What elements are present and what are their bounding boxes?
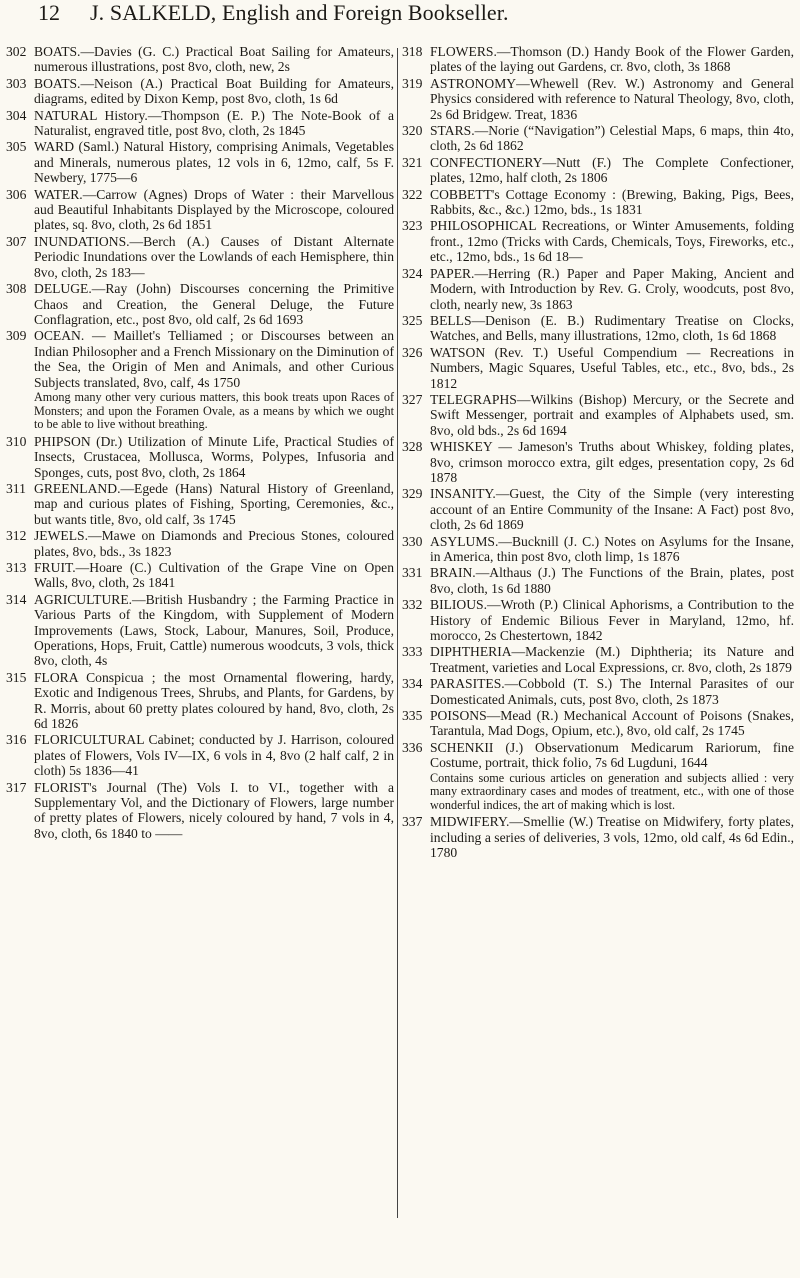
catalog-entry [6,780,394,842]
entry-text: COBBETT's Cottage Economy : (Brewing, Baking, Pigs, Bees, Rabbits, &c., &c.) 12mo, bds., 1s 1831 [430,186,794,218]
entry-number: 315 [6,669,27,685]
entry-text: WARD (Saml.) Natural History, comprising Animals, Vegetables and Minerals, numerous plates, 12 vols in 6, 12mo, calf, 5s F. Newbery, 1775—6 [34,139,394,186]
catalog-entry [6,139,394,185]
entry-text: BOATS.—Neison (A.) Practical Boat Building for Amateurs, diagrams, edited by Dixon Kemp, post 8vo, cloth, 1s 6d [34,75,394,107]
catalog-entry [6,434,394,480]
catalog-entry [402,565,794,596]
entry-text: AGRICULTURE.—British Husbandry ; the Farming Practice in Various Parts of the Kingdom, with Supplement of Modern Improvements (Laws, Stock, Labour, Manures, Soil, Produce, Operations, Hops, Fruit, Cattle) numerous woodcuts, 3 vols, thick 8vo, cloth, 4s [34,591,394,669]
catalog-entry [6,592,394,669]
catalog-entry [6,187,394,233]
catalog-entry [402,740,794,771]
entry-text: MIDWIFERY.—Smellie (W.) Treatise on Midwifery, forty plates, including a series of deliveries, 3 vols, 12mo, old calf, 4s 6d Edin., 1780 [430,814,794,861]
entry-number: 319 [402,75,423,91]
right-column [402,44,794,862]
entry-number: 335 [402,708,423,724]
catalog-entry [402,76,794,122]
entry-number: 318 [402,44,423,59]
entry-number: 317 [6,779,27,795]
entry-number: 314 [6,591,27,607]
catalog-entry [402,534,794,565]
entry-text: ASYLUMS.—Bucknill (J. C.) Notes on Asylums for the Insane, in America, thin post 8vo, cloth limp, 1s 1876 [430,533,794,564]
entry-text: DELUGE.—Ray (John) Discourses concerning the Primitive Chaos and Creation, the General Deluge, the Future Conflagration, etc., post 8vo, old calf, 2s 6d 1693 [34,281,394,327]
catalog-entry [6,670,394,732]
entry-number: 320 [402,123,423,139]
entry-text: INUNDATIONS.—Berch (A.) Causes of Distant Alternate Periodic Inundations over the Lowlands of each Hemisphere, thin 8vo, cloth, 2s 183— [34,233,394,280]
catalog-entry [402,155,794,186]
column-divider [397,48,398,1218]
entry-number: 328 [402,439,423,455]
catalog-entry [402,313,794,344]
catalog-entry [402,218,794,264]
entry-text: WHISKEY — Jameson's Truths about Whiskey, folding plates, 8vo, crimson morocco extra, gilt edges, presentation copy, 2s 6d 1878 [430,439,794,485]
catalog-entry [402,439,794,485]
entry-text: WATER.—Carrow (Agnes) Drops of Water : their Marvellous aud Beautiful Inhabitants Displayed by the Microscope, coloured plates, sq. 8vo, cloth, 2s 6d 1851 [34,186,394,233]
page-number: 12 [38,0,60,25]
entry-number: 313 [6,559,27,575]
left-column [6,44,394,842]
entry-text: BELLS—Denison (E. B.) Rudimentary Treatise on Clocks, Watches, and Bells, many illustrations, 12mo, cloth, 1s 6d 1868 [430,312,794,344]
entry-number: 307 [6,233,27,249]
catalog-entry [6,108,394,139]
entry-text: BOATS.—Davies (G. C.) Practical Boat Sailing for Amateurs, numerous illustrations, post 8vo, cloth, new, 2s [34,44,394,75]
entry-number: 321 [402,154,423,170]
catalog-entry [402,266,794,312]
catalog-note: Among many other very curious matters, this book treats upon Races of Monsters; and upon the Foramen Ovale, as a means by which we ought to be able to live without breathing. [34,389,394,432]
catalog-entry [6,44,394,75]
entry-number: 327 [402,391,423,407]
entry-number: 322 [402,186,423,202]
running-head: J. SALKELD, English and Foreign Bookseller. [90,0,509,25]
entry-number: 303 [6,75,27,91]
entry-text: PHIPSON (Dr.) Utilization of Minute Life, Practical Studies of Insects, Crustacea, Mollusca, Worms, Polypes, Infusoria and Sponges, cuts, post 8vo, cloth, 2s 1864 [34,433,394,480]
entry-text: TELEGRAPHS—Wilkins (Bishop) Mercury, or the Secrete and Swift Messenger, portrait and examples of Alphabets used, sm. 8vo, old bds., 2s 6d 1694 [430,391,794,438]
entry-number: 308 [6,281,27,297]
entry-number: 329 [402,486,423,502]
entry-text: POISONS—Mead (R.) Mechanical Account of Poisons (Snakes, Tarantula, Mad Dogs, Opium, etc.), 8vo, old calf, 2s 1745 [430,708,794,739]
entry-text: FLOWERS.—Thomson (D.) Handy Book of the Flower Garden, plates of the laying out Gardens, cr. 8vo, cloth, 3s 1868 [430,44,794,75]
catalog-entry [402,345,794,391]
entry-text: FRUIT.—Hoare (C.) Cultivation of the Grape Vine on Open Walls, 8vo, cloth, 2s 1841 [34,559,394,591]
page-header [0,0,800,44]
entry-number: 337 [402,814,423,830]
entry-number: 309 [6,328,27,344]
entry-number: 336 [402,739,423,755]
entry-text: SCHENKII (J.) Observationum Medicarum Rariorum, fine Costume, portrait, thick folio, 7s 6d Lugduni, 1644 [430,739,794,771]
entry-text: OCEAN. — Maillet's Telliamed ; or Discourses between an Indian Philosopher and a French Missionary on the Diminution of the Sea, the Origin of Men and Animals, and other Curious Subjects translated, 8vo, calf, 4s 1750 [34,328,394,390]
entry-number: 325 [402,312,423,328]
entry-number: 312 [6,528,27,544]
catalog-entry [402,597,794,643]
entry-number: 310 [6,433,27,449]
catalog-entry [6,732,394,778]
entry-number: 330 [402,533,423,549]
entry-text: FLORA Conspicua ; the most Ornamental flowering, hardy, Exotic and Indigenous Trees, Shrubs, and Plants, for Gardens, by R. Morris, about 60 pretty plates coloured by hand, 8vo, cloth, 2s 6d 1826 [34,669,394,732]
entry-number: 332 [402,597,423,613]
entry-number: 323 [402,218,423,234]
entry-text: GREENLAND.—Egede (Hans) Natural History of Greenland, map and curious plates of Fishing, Sporting, Ceremonies, &c., but wants title, 8vo, old calf, 3s 1745 [34,480,394,527]
entry-number: 326 [402,344,423,360]
entry-text: ASTRONOMY—Whewell (Rev. W.) Astronomy and General Physics considered with reference to Natural Theology, 8vo, cloth, 2s 6d Bridgew. Treat, 1836 [430,75,794,122]
entry-text: DIPHTHERIA—Mackenzie (M.) Diphtheria; its Nature and Treatment, varieties and Local Expressions, cr. 8vo, cloth, 2s 1879 [430,644,794,675]
entry-text: PARASITES.—Cobbold (T. S.) The Internal Parasites of our Domesticated Animals, cuts, post 8vo, cloth, 2s 1873 [430,676,794,707]
entry-number: 334 [402,676,423,692]
entry-text: FLORIST's Journal (The) Vols I. to VI., together with a Supplementary Vol, and the Dictionary of Flowers, large number of pretty plates of Flowers, nicely coloured by hand, 7 vols in 4, 8vo, cloth, 6s 1840 to —— [34,779,394,841]
catalog-entry [402,676,794,707]
entry-number: 311 [6,480,26,496]
entry-number: 333 [402,644,423,660]
entry-text: BILIOUS.—Wroth (P.) Clinical Aphorisms, a Contribution to the History of Endemic Bilious Fever in Maryland, 12mo, hf. morocco, 2s Chestertown, 1842 [430,597,794,644]
entry-text: STARS.—Norie (“Navigation”) Celestial Maps, 6 maps, thin 4to, cloth, 2s 6d 1862 [430,123,794,154]
entry-number: 324 [402,265,423,281]
catalog-entry [402,814,794,860]
entry-number: 316 [6,732,27,748]
entry-text: BRAIN.—Althaus (J.) The Functions of the Brain, plates, post 8vo, cloth, 1s 6d 1880 [430,565,794,596]
entry-text: INSANITY.—Guest, the City of the Simple (very interesting account of an Entire Community of the Insane: A Fact) post 8vo, cloth, 2s 6d 1869 [430,486,794,533]
entry-number: 305 [6,139,27,155]
entry-text: WATSON (Rev. T.) Useful Compendium — Recreations in Numbers, Magic Squares, Useful Tables, etc., etc., 8vo, bds., 2s 1812 [430,344,794,391]
entry-text: PAPER.—Herring (R.) Paper and Paper Making, Ancient and Modern, with Introduction by Rev. G. Croly, woodcuts, post 8vo, cloth, nearly new, 3s 1863 [430,265,794,312]
catalog-entry [402,486,794,532]
entry-text: NATURAL History.—Thompson (E. P.) The Note-Book of a Naturalist, engraved title, post 8vo, cloth, 2s 1845 [34,107,394,139]
catalog-entry [402,44,794,75]
entry-number: 331 [402,565,423,581]
catalog-entry [402,123,794,154]
catalog-entry [6,328,394,390]
entry-text: PHILOSOPHICAL Recreations, or Winter Amusements, folding front., 12mo (Tricks with Cards, Chemicals, Toys, Fireworks, etc., etc., 12mo, bds., 1s 6d 18— [430,218,794,265]
catalog-entry [402,644,794,675]
catalog-entry [6,528,394,559]
catalog-entry [402,187,794,218]
catalog-entry [402,708,794,739]
catalog-entry [402,392,794,438]
entry-text: FLORICULTURAL Cabinet; conducted by J. Harrison, coloured plates of Flowers, Vols IV—IX, 6 vols in 4, 8vo (2 half calf, 2 in cloth) 5s 1836—41 [34,732,394,779]
catalog-entry [6,481,394,527]
entry-number: 304 [6,107,27,123]
entry-text: JEWELS.—Mawe on Diamonds and Precious Stones, coloured plates, 8vo, bds., 3s 1823 [34,528,394,559]
catalog-entry [6,76,394,107]
catalog-entry [6,234,394,280]
entry-number: 302 [6,44,27,59]
entry-text: CONFECTIONERY—Nutt (F.) The Complete Confectioner, plates, 12mo, half cloth, 2s 1806 [430,154,794,186]
entry-number: 306 [6,186,27,202]
catalog-entry [6,281,394,327]
catalog-entry [6,560,394,591]
catalog-note: Contains some curious articles on generation and subjects allied : very many extraordinary cases and modes of treatment, etc., with one of those wonderful indices, the art of making which is lost. [430,770,794,812]
